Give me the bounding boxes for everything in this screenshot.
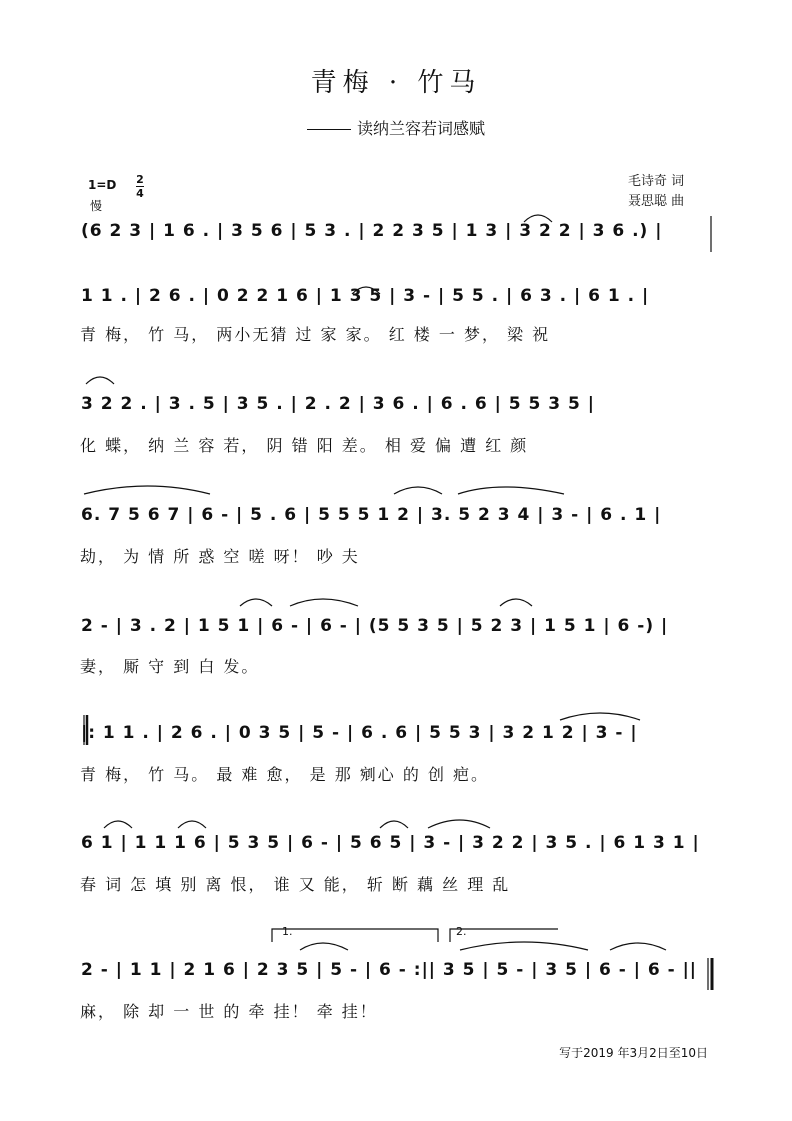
notation-line: 1 1 . | 2 6 . | 0 2 2 1 6 | 1 3 5 | 3 - | 5 5 . | 6 3 . | 6 1 . | bbox=[81, 286, 650, 306]
lyric-line: 青 梅， 竹 马。 最 难 愈， 是 那 剜心 的 创 疤。 bbox=[80, 765, 490, 784]
lyric-line: 青 梅， 竹 马， 两小无猜 过 家 家。 红 楼 一 梦， 梁 祝 bbox=[80, 325, 551, 344]
volta-1-bracket bbox=[272, 929, 438, 942]
slur bbox=[300, 943, 348, 950]
notation-line: |: 1 1 . | 2 6 . | 0 3 5 | 5 - | 6 . 6 | 5 5 3 | 3 2 1 2 | 3 - | bbox=[81, 723, 638, 743]
slur bbox=[458, 487, 564, 494]
slur bbox=[178, 821, 206, 828]
slur bbox=[104, 821, 132, 828]
slur bbox=[610, 943, 666, 950]
tempo-marking: 慢 bbox=[90, 199, 103, 213]
notation-line: 3 2 2 . | 3 . 5 | 3 5 . | 2 . 2 | 3 6 . | 6 . 6 | 5 5 3 5 | bbox=[81, 394, 595, 414]
slur bbox=[84, 486, 210, 494]
lyric-line: 春 词 怎 填 别 离 恨， 谁 又 能， 斩 断 藕 丝 理 乱 bbox=[80, 875, 511, 894]
lyric-line: 麻， 除 却 一 世 的 牵 挂！ 牵 挂！ bbox=[80, 1002, 378, 1021]
footer-note: 写于2019 年3月2日至10日 bbox=[559, 1046, 708, 1060]
notation-line: 2 - | 1 1 | 2 1 6 | 2 3 5 | 5 - | 6 - :|| 3 5 | 5 - | 3 5 | 6 - | 6 - || bbox=[81, 960, 697, 980]
slur bbox=[394, 487, 442, 494]
key-signature: 1=D bbox=[88, 178, 117, 192]
volta-1-label: 1. bbox=[282, 925, 293, 938]
volta-2-label: 2. bbox=[456, 925, 467, 938]
subtitle-text: 读纳兰容若词感赋 bbox=[356, 119, 485, 138]
slur bbox=[500, 599, 532, 606]
slur bbox=[352, 287, 380, 294]
notation-line: (6 2 3 | 1 6 . | 3 5 6 | 5 3 . | 2 2 3 5 | 1 3 | 3 2 2 | 3 6 .) | bbox=[81, 221, 663, 241]
notation-line: 2 - | 3 . 2 | 1 5 1 | 6 - | 6 - | (5 5 3 5 | 5 2 3 | 1 5 1 | 6 -) | bbox=[81, 616, 669, 636]
lyricist-credit: 毛诗奇 词 bbox=[628, 174, 685, 189]
slur bbox=[428, 820, 490, 828]
song-title: 青梅 · 竹马 bbox=[310, 68, 482, 98]
time-signature-bottom: 4 bbox=[136, 187, 144, 200]
notation-line: 6. 7 5 6 7 | 6 - | 5 . 6 | 5 5 5 1 2 | 3. 5 2 3 4 | 3 - | 6 . 1 | bbox=[81, 505, 662, 525]
time-signature-top: 2 bbox=[136, 173, 144, 186]
slur bbox=[460, 942, 588, 950]
slur bbox=[560, 713, 640, 720]
lyric-line: 劫， 为 情 所 惑 空 嗟 呀！ 吵 夫 bbox=[80, 547, 360, 566]
lyric-line: 妻， 厮 守 到 白 发。 bbox=[80, 657, 260, 676]
composer-credit: 聂思聪 曲 bbox=[628, 194, 685, 209]
slur bbox=[524, 215, 552, 222]
slur bbox=[86, 377, 114, 384]
slur bbox=[380, 821, 408, 828]
slur bbox=[240, 599, 272, 606]
notation-line: 6 1 | 1 1 1 6 | 5 3 5 | 6 - | 5 6 5 | 3 - | 3 2 2 | 3 5 . | 6 1 3 1 | bbox=[81, 833, 700, 853]
slur bbox=[290, 599, 358, 606]
lyric-line: 化 蝶， 纳 兰 容 若， 阴 错 阳 差。 相 爱 偏 遭 红 颜 bbox=[80, 436, 529, 455]
